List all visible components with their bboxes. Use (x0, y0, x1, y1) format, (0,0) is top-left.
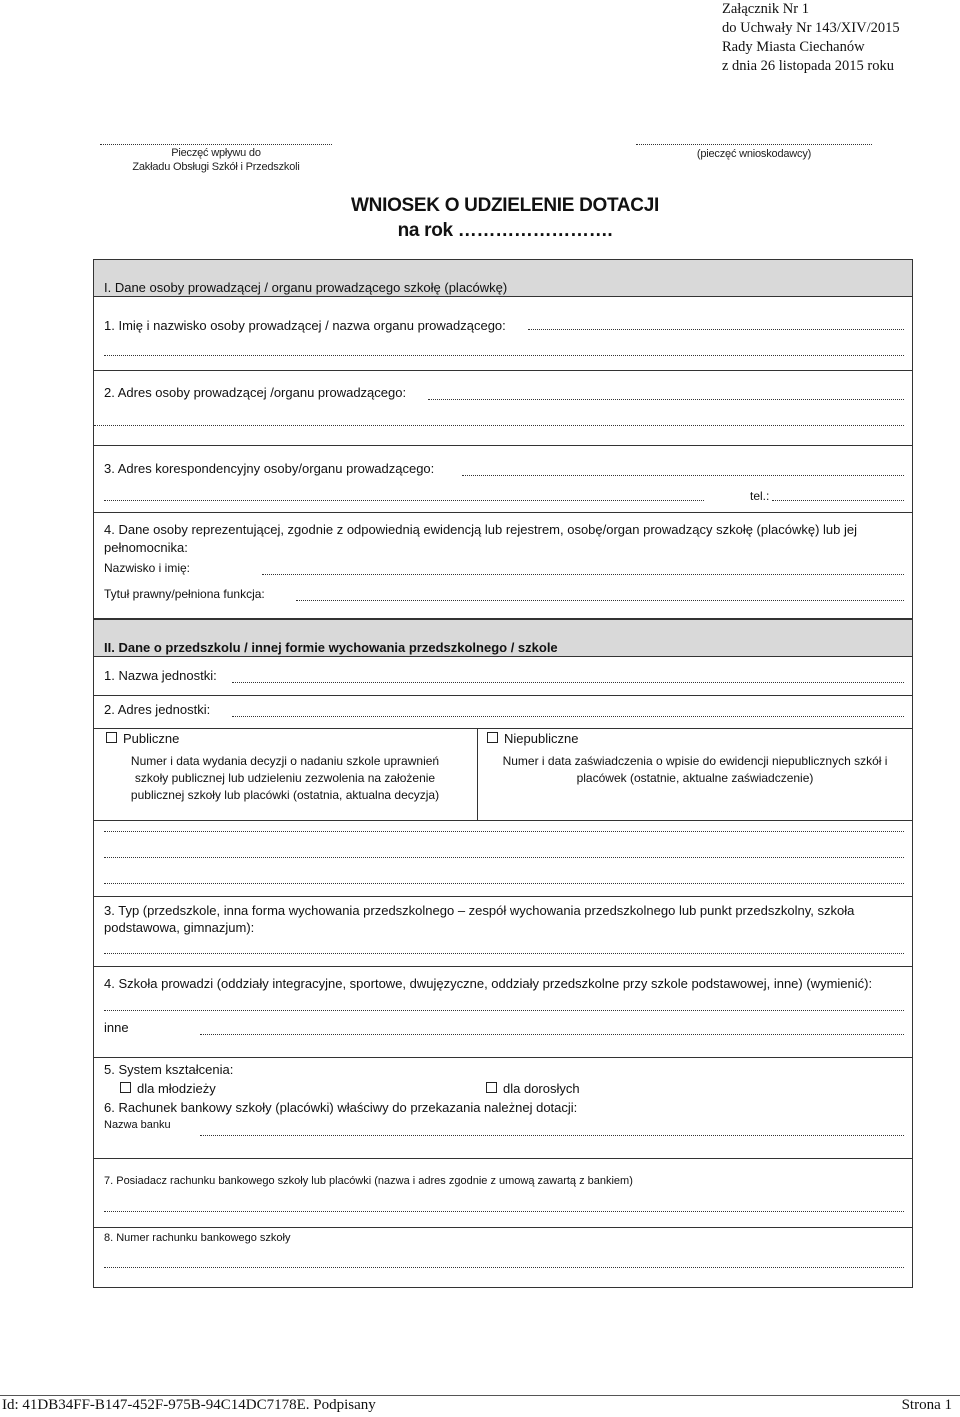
column-divider (477, 728, 478, 820)
account-number-field[interactable] (104, 1267, 904, 1268)
q3-field-line2[interactable] (104, 500, 704, 501)
type-field[interactable] (104, 953, 904, 954)
public-desc-line2: szkoły publicznej lub udzieleniu zezwolenia na założenie (134, 771, 436, 785)
footer-divider (0, 1395, 960, 1396)
attachment-line-1: Załącznik Nr 1 (722, 1, 809, 17)
branches-label: 4. Szkoła prowadzi (oddziały integracyjne, sportowe, dwujęzyczne, oddziały przedszkolne przy szkole podstawowej, inne) (wymienić): (104, 976, 873, 991)
youth-option[interactable] (120, 1081, 216, 1096)
footer-page: Strona 1 (901, 1397, 952, 1413)
section-1-body (93, 296, 913, 619)
divider (93, 695, 913, 696)
q2-field[interactable] (428, 399, 904, 400)
q3-label: 3. Adres korespondencyjny osoby/organu prowadzącego: (104, 461, 435, 476)
nonpublic-label: Niepubliczne (504, 731, 579, 746)
stamp-right-caption: (pieczęć wnioskodawcy) (696, 148, 812, 160)
education-system-label: 5. System kształcenia: (104, 1062, 234, 1077)
form-title: WNIOSEK O UDZIELENIE DOTACJI (351, 195, 659, 216)
name-field[interactable] (262, 574, 904, 575)
divider (93, 966, 913, 967)
stamp-left-caption (100, 146, 332, 174)
unit-address-label: 2. Adres jednostki: (104, 702, 211, 717)
nonpublic-checkbox[interactable] (487, 732, 498, 743)
section-2-heading: II. Dane o przedszkolu / innej formie wychowania przedszkolnego / szkole (104, 640, 558, 655)
name-label: Nazwisko i imię: (104, 561, 191, 575)
public-option[interactable] (106, 731, 179, 746)
unit-address-field[interactable] (232, 716, 904, 717)
branches-field[interactable] (104, 1010, 904, 1011)
footer-id: Id: 41DB34FF-B147-452F-975B-94C14DC7178E. Podpisany (2, 1397, 376, 1413)
type-label-line1: 3. Typ (przedszkole, inna forma wychowania przedszkolnego – zespół wychowania przedszkolnego lub punkt przedszkolny, szkoła (104, 903, 855, 918)
divider (93, 512, 913, 513)
youth-checkbox[interactable] (120, 1082, 131, 1093)
adults-option[interactable] (486, 1081, 580, 1096)
divider (93, 896, 913, 897)
bank-name-label: Nazwa banku (104, 1119, 171, 1131)
public-desc-line3: publicznej szkoły lub placówki (ostatnia, aktualna decyzja) (130, 788, 440, 802)
section-2-header (93, 619, 913, 657)
unit-name-label: 1. Nazwa jednostki: (104, 668, 217, 683)
q4-label-line1: 4. Dane osoby reprezentującej, zgodnie z odpowiednią ewidencją lub rejestrem, osobę/organ prowadzący szkołę (placówkę) lub jej (104, 522, 857, 537)
q1-field-line2[interactable] (104, 355, 904, 356)
section-1-header (93, 259, 913, 297)
divider (93, 445, 913, 446)
divider (93, 728, 913, 729)
tel-label: tel.: (750, 489, 770, 503)
legal-title-label: Tytuł prawny/pełniona funkcja: (104, 587, 265, 601)
q2-label: 2. Adres osoby prowadzącej /organu prowadzącego: (104, 385, 407, 400)
q2-field-line2[interactable] (94, 425, 904, 426)
stamp-left-line2: Zakładu Obsługi Szkół i Przedszkoli (132, 161, 300, 173)
public-label: Publiczne (123, 731, 180, 746)
nonpublic-desc-line2: placówek (ostatnie, aktualne zaświadczenie) (576, 771, 814, 785)
divider (93, 820, 913, 821)
legal-title-field[interactable] (296, 600, 904, 601)
stamp-left-line1: Pieczęć wpływu do (171, 147, 261, 159)
nonpublic-description (479, 753, 911, 787)
unit-name-field[interactable] (232, 682, 904, 683)
q1-label: 1. Imię i nazwisko osoby prowadzącej / nazwa organu prowadzącego: (104, 318, 506, 333)
q3-field[interactable] (462, 475, 904, 476)
account-holder-field[interactable] (104, 1211, 904, 1212)
section-1-heading: I. Dane osoby prowadzącej / organu prowadzącego szkołę (placówkę) (104, 280, 508, 295)
divider (93, 1057, 913, 1058)
q1-field[interactable] (528, 329, 904, 330)
attachment-note (722, 0, 900, 76)
account-number-label: 8. Numer rachunku bankowego szkoły (104, 1232, 291, 1244)
bank-account-label: 6. Rachunek bankowy szkoły (placówki) właściwy do przekazania należnej dotacji: (104, 1100, 578, 1115)
divider (93, 370, 913, 371)
type-label-line2: podstawowa, gimnazjum): (104, 920, 255, 935)
bank-name-field[interactable] (200, 1135, 904, 1136)
form-subtitle-year: na rok ……………………. (397, 220, 613, 241)
public-desc-line1: Numer i data wydania decyzji o nadaniu szkole uprawnień (130, 754, 440, 768)
divider (93, 1227, 913, 1228)
adults-label: dla dorosłych (503, 1081, 580, 1096)
adults-checkbox[interactable] (486, 1082, 497, 1093)
account-holder-label: 7. Posiadacz rachunku bankowego szkoły lub placówki (nazwa i adres zgodnie z umową zawartą z bankiem) (104, 1175, 633, 1187)
public-checkbox[interactable] (106, 732, 117, 743)
stamp-right-line (636, 144, 872, 145)
decision-field-line1[interactable] (104, 831, 904, 832)
decision-field-line3[interactable] (104, 883, 904, 884)
youth-label: dla młodzieży (137, 1081, 216, 1096)
decision-field-line2[interactable] (104, 857, 904, 858)
other-field[interactable] (200, 1034, 904, 1035)
attachment-line-2: do Uchwały Nr 143/XIV/2015 (722, 20, 900, 36)
attachment-line-3: Rady Miasta Ciechanów (722, 39, 865, 55)
q4-label-line2: pełnomocnika: (104, 540, 188, 555)
divider (93, 1158, 913, 1159)
nonpublic-desc-line1: Numer i data zaświadczenia o wpisie do ewidencji niepublicznych szkół i (502, 754, 888, 768)
section-2-body (93, 656, 913, 1288)
stamp-left-line (100, 144, 332, 145)
public-description (95, 753, 475, 804)
attachment-line-4: z dnia 26 listopada 2015 roku (722, 58, 894, 74)
other-label: inne (104, 1020, 129, 1035)
nonpublic-option[interactable] (487, 731, 578, 746)
tel-field[interactable] (772, 500, 904, 501)
